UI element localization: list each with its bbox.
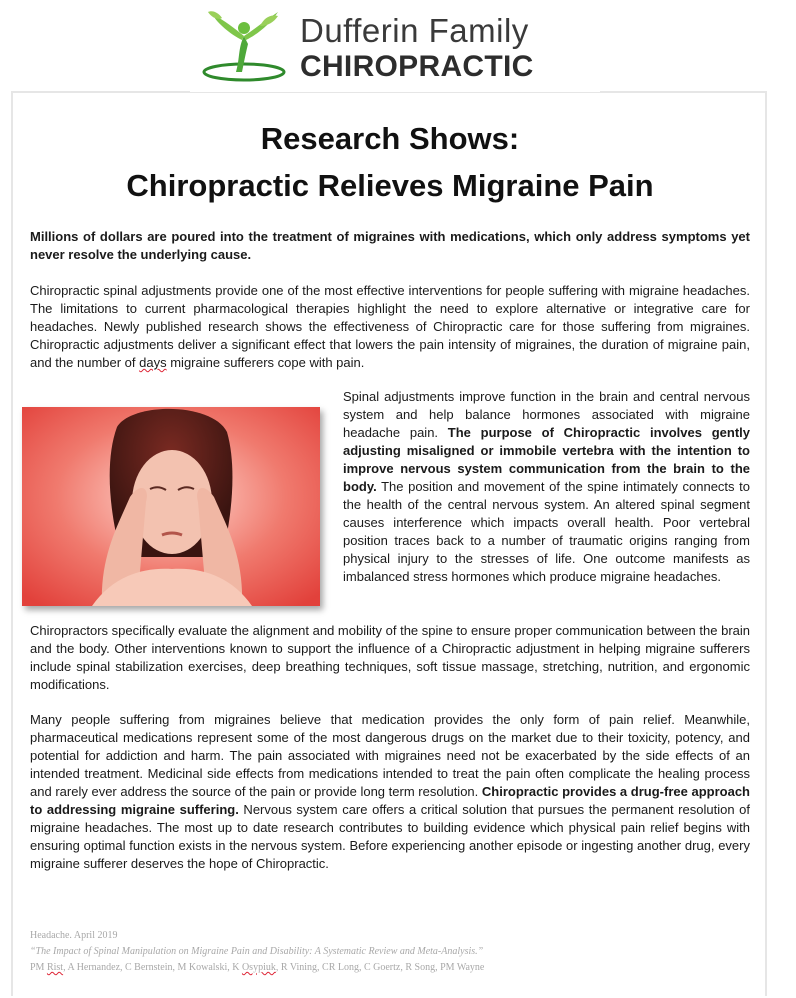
paragraph-2-rest: The position and movement of the spine intimately connects to the health of the central nervous system. An altered spinal segment causes interference which impacts overall health. Poor vertebral position traces back to a number of traumatic origins ranging from physical injury to the stresses of life. One outcome manifests as imbalanced stress hormones which produce migraine headaches. <box>343 479 750 584</box>
citation-authors <box>30 962 484 973</box>
paragraph-2 <box>343 388 750 586</box>
paragraph-2-text: Spinal adjustments improve function in the brain and central nervous system and help balance hormones associated with migraine headache pain. <box>343 389 750 440</box>
brand-name: Dufferin Family <box>300 12 529 49</box>
paragraph-4-rest: Nervous system care offers a critical solution that pursues the permanent resolution of migraine headaches. The most up to date research contributes to building evidence which physical pain relief begins with ensuring optimal function exists in the nervous system. Before experiencing another episode or ingesting another drug, every migraine sufferer deserves the hope of Chiropractic. <box>30 802 750 871</box>
authors-prefix: PM <box>30 962 47 973</box>
paragraph-1-end: migraine sufferers cope with pain. <box>166 355 365 370</box>
woman-migraine-photo <box>22 407 320 606</box>
spellcheck-word: days <box>139 355 167 370</box>
paragraph-1 <box>30 282 750 372</box>
paragraph-4-bold: Chiropractic provides a drug-free approach to addressing migraine suffering. <box>30 784 750 817</box>
page-title-line2: Chiropractic Relieves Migraine Pain <box>126 168 654 203</box>
paragraph-1-text: Chiropractic spinal adjustments provide one of the most effective interventions for people suffering with migraine headaches. The limitations to current pharmacological therapies highlight the need to explore alternative or integrative care for headaches. Newly published research shows the effectiveness of Chiropractic care for those suffering from migraines. Chiropractic adjustments deliver a significant effect that lowers the pain intensity of migraines, the duration of migraine pain, and the number of <box>30 283 750 370</box>
migraine-photo-icon <box>22 407 320 606</box>
authors-suffix: , R Vining, CR Long, C Goertz, R Song, PM Wayne <box>275 962 485 973</box>
citation-source: Headache. April 2019 <box>30 930 118 941</box>
author-flagged-1: Rist <box>46 962 64 973</box>
paragraph-4-text: Many people suffering from migraines believe that medication provides the only form of pain relief. Meanwhile, pharmaceutical medications represent some of the most dangerous drugs on the market due to their toxicity, potency, and potential for addiction and harm. The pain associated with migraines need not be exacerbated by the side effects of an intended treatment. Medicinal side effects from medications intended to treat the pain often complicate the healing process and rarely ever address the source of the pain or provide long term resolution. <box>30 712 750 799</box>
authors-middle: , A Hernandez, C Bernstein, M Kowalski, K <box>63 962 242 973</box>
header-logo <box>190 0 600 92</box>
leaf-figure-logo-icon <box>200 6 288 86</box>
brand-subtitle: CHIROPRACTIC <box>300 50 534 83</box>
paragraph-2-bold: The purpose of Chiropractic involves gently adjusting misaligned or immobile vertebra with the intention to improve nervous system communication from the brain to the body. <box>343 425 750 494</box>
citation-article: “The Impact of Spinal Manipulation on Migraine Pain and Disability: A Systematic Review and Meta-Analysis.” <box>30 946 484 957</box>
intro-paragraph: Millions of dollars are poured into the treatment of migraines with medications, which only address symptoms yet never resolve the underlying cause. <box>30 229 750 262</box>
paragraph-4 <box>30 711 750 873</box>
author-flagged-2: Osypiuk <box>241 962 276 973</box>
paragraph-3: Chiropractors specifically evaluate the alignment and mobility of the spine to ensure proper communication between the brain and the body. Other interventions known to support the influence of a Chiropractic adjustment in helping migraine sufferers include spinal stabilization exercises, deep breathing techniques, soft tissue massage, stretching, nutrition, and ergonomic modifications. <box>30 623 750 692</box>
page-title-line1: Research Shows: <box>260 121 520 156</box>
